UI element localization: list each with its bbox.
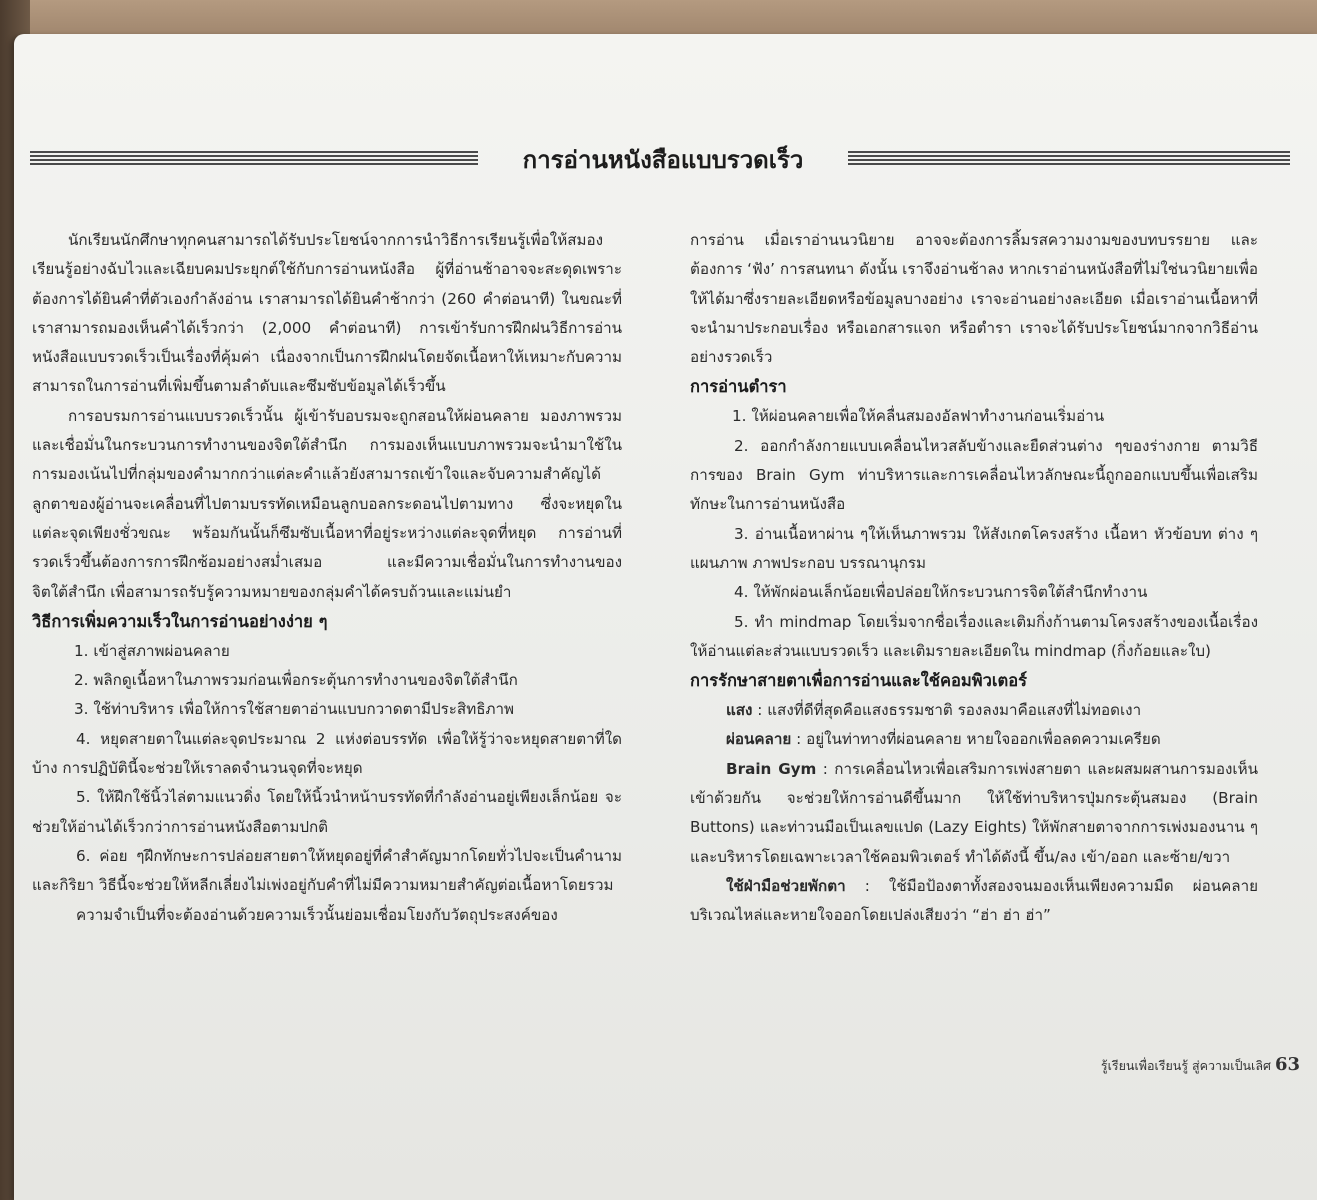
list-item: 2. พลิกดูเนื้อหาในภาพรวมก่อนเพื่อกระตุ้นการทำงานของจิตใต้สำนึก: [74, 671, 518, 690]
tip-item: [690, 872, 1258, 931]
list-item: 6. ค่อย ๆฝึกทักษะการปล่อยสายตาให้หยุดอยู่ที่คำสำคัญมากโดยทั่วไปจะเป็นคำนามและกิริยา วิธีนี้จะช่วยให้หลีกเลี่ยงไม่เพ่งอยู่กับคำที่ไม่มีความหมายสำคัญต่อเนื้อหาโดยรวม: [32, 846, 622, 895]
list-item: 4. หยุดสายตาในแต่ละจุดประมาณ 2 แห่งต่อบรรทัด เพื่อให้รู้ว่าจะหยุดสายตาที่ใดบ้าง การปฏิบัตินี้จะช่วยให้เราลดจำนวนจุดที่จะหยุด: [32, 729, 622, 778]
list-item: 4. ให้พักผ่อนเล็กน้อยเพื่อปล่อยให้กระบวนการจิตใต้สำนึกทำงาน: [734, 583, 1148, 602]
list-item: 3. ใช้ท่าบริหาร เพื่อให้การใช้สายตาอ่านแบบกวาดตามีประสิทธิภาพ: [74, 700, 515, 719]
tip-item: [690, 755, 1258, 872]
list-item: 1. ให้ผ่อนคลายเพื่อให้คลื่นสมองอัลฟาทำงานก่อนเริ่มอ่าน: [732, 407, 1105, 426]
tip-item: [690, 696, 1258, 725]
title-rule-left: [30, 151, 478, 167]
tip-text: : ใช้มือป้องตาทั้งสองจนมองเห็นเพียงความมืด ผ่อนคลายบริเวณไหล่และหายใจออกโดยเปล่งเสียงว่า “ฮ่า ฮ่า ฮ่า”: [690, 876, 1258, 925]
title-rule-right: [848, 151, 1290, 167]
section-heading: การอ่านตำรา: [690, 377, 787, 397]
page-title: การอ่านหนังสือแบบรวดเร็ว: [522, 146, 804, 174]
tip-key: ใช้ฝ่ามือช่วยพักตา: [726, 876, 846, 895]
tip-key: แสง: [726, 701, 753, 720]
list-item: 5. ทำ mindmap โดยเริ่มจากชื่อเรื่องและเติมกิ่งก้านตามโครงสร้างของเนื้อเรื่อง ให้อ่านแต่ละส่วนแบบรวดเร็ว และเติมรายละเอียดใน mindmap (กิ่งก้อยและใบ): [690, 612, 1258, 660]
page-footer: [1100, 1054, 1300, 1076]
section-heading: วิธีการเพิ่มความเร็วในการอ่านอย่างง่าย ๆ: [32, 611, 328, 631]
tip-text: : การเคลื่อนไหวเพื่อเสริมการเพ่งสายตา และผสมผสานการมองเห็นเข้าด้วยกัน จะช่วยให้การอ่านดีขึ้นมาก ให้ใช้ท่าบริหารปุ่มกระตุ้นสมอง (Brain Buttons) และท่าวนมือเป็นเลขแปด (Lazy Eights) ให้พักสายตาจากการเพ่งมองนาน ๆ และบริหารโดยเฉพาะเวลาใช้คอมพิวเตอร์ ทำได้ดังนี้ ขึ้น/ลง เข้า/ออก และซ้าย/ขวา: [690, 759, 1258, 866]
paragraph: ความจำเป็นที่จะต้องอ่านด้วยความเร็วนั้นย่อมเชื่อมโยงกับวัตถุประสงค์ของ: [76, 905, 558, 924]
left-column: [32, 226, 622, 930]
list-item: 3. อ่านเนื้อหาผ่าน ๆให้เห็นภาพรวม ให้สังเกตโครงสร้าง เนื้อหา หัวข้อบท ต่าง ๆ แผนภาพ ภาพประกอบ บรรณานุกรม: [690, 524, 1258, 572]
tip-text: : แสงที่ดีที่สุดคือแสงธรรมชาติ รองลงมาคือแสงที่ไม่ทอดเงา: [752, 701, 1142, 720]
tip-item: [690, 725, 1258, 754]
section-heading: การรักษาสายตาเพื่อการอ่านและใช้คอมพิวเตอร์: [690, 671, 1028, 691]
paragraph: การอบรมการอ่านแบบรวดเร็วนั้น ผู้เข้ารับอบรมจะถูกสอนให้ผ่อนคลาย มองภาพรวมและเชื่อมั่นในกระบวนการทำงานของจิตใต้สำนึก การมองเห็นแบบภาพรวมจะนำมาใช้ในการมองเน้นไปที่กลุ่มของคำมากกว่าแต่ละคำแล้วยังสามารถเข้าใจและจับความสำคัญได้ ลูกตาของผู้อ่านจะเคลื่อนที่ไปตามบรรทัดเหมือนลูกบอลกระดอนไปตามทาง ซึ่งจะหยุดในแต่ละจุดเพียงชั่วขณะ พร้อมกันนั้นก็ซึมซับเนื้อหาที่อยู่ระหว่างแต่ละจุดที่หยุด การอ่านที่รวดเร็วขึ้นต้องการการฝึกซ้อมอย่างสม่ำเสมอ และมีความเชื่อมั่นในการทำงานของจิตใต้สำนึก เพื่อสามารถรับรู้ความหมายของกลุ่มคำได้ครบถ้วนและแม่นยำ: [32, 406, 622, 601]
list-item: 2. ออกกำลังกายแบบเคลื่อนไหวสลับข้างและยืดส่วนต่าง ๆของร่างกาย ตามวิธีการของ Brain Gym ท่าบริหารและการเคลื่อนไหวลักษณะนี้ถูกออกแบบขึ้นเพื่อเสริมทักษะในการอ่านหนังสือ: [690, 436, 1258, 514]
tip-key: Brain Gym: [726, 759, 817, 778]
title-row: [30, 140, 1290, 190]
list-item: 5. ให้ฝึกใช้นิ้วไล่ตามแนวดิ่ง โดยให้นิ้วนำหน้าบรรทัดที่กำลังอ่านอยู่เพียงเล็กน้อย จะช่วยให้อ่านได้เร็วกว่าการอ่านหนังสือตามปกติ: [32, 788, 622, 836]
paragraph: นักเรียนนักศึกษาทุกคนสามารถได้รับประโยชน์จากการนำวิธีการเรียนรู้เพื่อให้สมองเรียนรู้อย่างฉับไวและเฉียบคมประยุกต์ใช้กับการอ่านหนังสือ ผู้ที่อ่านช้าอาจจะสะดุดเพราะต้องการได้ยินคำที่ตัวเองกำลังอ่าน เราสามารถได้ยินคำช้ากว่า (260 คำต่อนาที) ในขณะที่เราสามารถมองเห็นคำได้เร็วกว่า (2,000 คำต่อนาที) การเข้ารับการฝึกฝนวิธีการอ่านหนังสือแบบรวดเร็วเป็นเรื่องที่คุ้มค่า เนื่องจากเป็นการฝึกฝนโดยจัดเนื้อหาให้เหมาะกับความสามารถในการอ่านที่เพิ่มขึ้นตามลำดับและซึมซับข้อมูลได้เร็วขึ้น: [32, 231, 622, 396]
right-column: [690, 226, 1258, 931]
paragraph: การอ่าน เมื่อเราอ่านนวนิยาย อาจจะต้องการลิ้มรสความงามของบทบรรยาย และต้องการ ‘ฟัง’ การสนทนา ดังนั้น เราจึงอ่านช้าลง หากเราอ่านหนังสือที่ไม่ใช่นวนิยายเพื่อให้ได้มาซึ่งรายละเอียดหรือข้อมูลบางอย่าง เราจะอ่านอย่างละเอียด เมื่อเราอ่านเนื้อหาที่จะนำมาประกอบเรื่อง หรือเอกสารแจก หรือตำรา เราจะได้รับประโยชน์มากจากวิธีอ่านอย่างรวดเร็ว: [690, 231, 1258, 367]
list-item: 1. เข้าสู่สภาพผ่อนคลาย: [74, 641, 230, 660]
tip-key: ผ่อนคลาย: [726, 730, 792, 749]
tip-text: : อยู่ในท่าทางที่ผ่อนคลาย หายใจออกเพื่อลดความเครียด: [791, 730, 1161, 749]
footer-text: รู้เรียนเพื่อเรียนรู้ สู่ความเป็นเลิศ: [1100, 1058, 1271, 1073]
page-number: 63: [1274, 1054, 1300, 1075]
